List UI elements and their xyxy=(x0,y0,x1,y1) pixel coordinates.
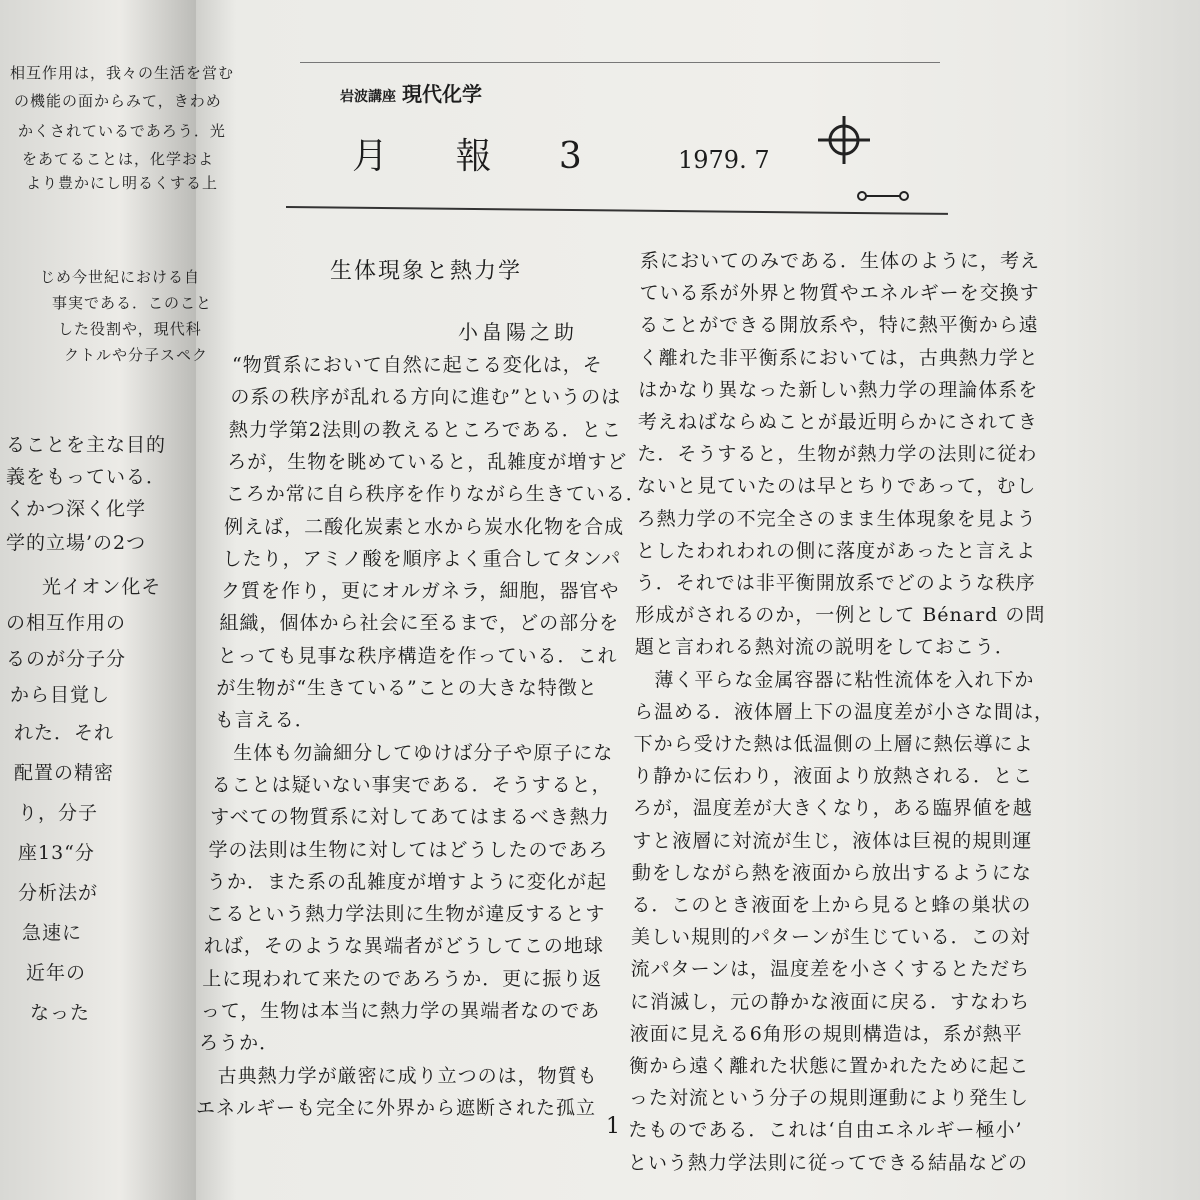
publisher-logo-icon xyxy=(812,110,912,210)
text-line: はかなり異なった新しい熱力学の理論体系を xyxy=(638,378,1039,401)
text-line: 下から受けた熱は低温側の上層に熱伝導によ xyxy=(633,733,1034,755)
text-line: も言える． xyxy=(214,709,315,732)
text-line: ろ熱力学の不完全さのまま生体現象を見よう xyxy=(636,507,1037,530)
text-line: ク質を作り，更にオルガネラ，細胞，器官や xyxy=(221,580,620,603)
left-page-line: じめ今世紀における自 xyxy=(40,268,201,286)
series-label: 岩波講座 xyxy=(340,89,396,105)
left-page-line: をあてることは，化学およ xyxy=(22,150,215,168)
text-line: ろが，生物を眺めていると，乱雑度が増すど xyxy=(227,450,628,473)
text-line: ろが，温度差が大きくなり，ある臨界値を越 xyxy=(632,797,1033,820)
left-page-line: 学的立場’の2つ xyxy=(6,532,147,554)
text-line: 考えねばならぬことが最近明らかにされてき xyxy=(637,411,1038,433)
text-line: としたわれわれの側に落度があったと言えよ xyxy=(636,539,1036,562)
text-line: 例えば，二酸化炭素と水から炭水化物を合成 xyxy=(224,515,625,538)
text-line: ころか常に自ら秩序を作りながら生きている． xyxy=(225,483,646,506)
text-line: こるという熱力学法則に生物が違反するとす xyxy=(205,903,606,926)
text-line: 流パターンは，温度差を小さくするとただち xyxy=(630,958,1031,981)
text-line: ることは疑いない事実である．そうすると， xyxy=(211,773,612,796)
text-line: った対流という分子の規則運動により発生し xyxy=(628,1087,1029,1110)
text-line: た．そうすると，生物が熱力学の法則に従わ xyxy=(637,443,1038,466)
text-line: ないと見ていたのは早とちりであって，むし xyxy=(637,475,1037,498)
left-page-line: クトルや分子スペク xyxy=(64,346,209,364)
text-line: ている系が外界と物質やエネルギーを交換す xyxy=(639,282,1040,305)
text-line: に消滅し，元の静かな液面に戻る．すなわち xyxy=(630,990,1031,1013)
text-line: って，生物は本当に熱力学の異端者なのであ xyxy=(200,1000,601,1022)
left-page-line: 事実である．このこと xyxy=(52,294,213,312)
text-line: る．このとき液面を上から見ると蜂の巣状の xyxy=(631,894,1032,916)
left-page-line: から目覚し xyxy=(10,684,111,706)
left-page-line: 分析法が xyxy=(18,882,99,904)
text-line: 題と言われる熱対流の説明をしておこう． xyxy=(634,636,1015,659)
article-author: 小畠陽之助 xyxy=(458,320,578,344)
series-name: 現代化学 xyxy=(402,82,482,106)
text-line: 薄く平らな金属容器に粘性流体を入れ下か xyxy=(634,668,1035,691)
text-line: 形成がされるのか，一例として Bénard の問 xyxy=(635,604,1046,627)
text-line: エネルギーも完全に外界から遮断された孤立 xyxy=(196,1096,597,1119)
series-title xyxy=(340,78,482,107)
left-page-line: るのが分子分 xyxy=(6,648,127,670)
text-line: 組織，個体から社会に至るまで，どの部分を xyxy=(219,612,620,635)
left-page-line: 急速に xyxy=(22,922,83,944)
text-line: 動をしながら熱を液面から放出するようにな xyxy=(631,861,1032,884)
left-page-line: 光イオン化そ xyxy=(42,576,162,598)
text-line: ら温める．液体層上下の温度差が小さな間は， xyxy=(634,700,1055,723)
left-page-line: 近年の xyxy=(26,962,87,984)
issue-date: 1979. 7 xyxy=(678,146,770,174)
page-number: 1 xyxy=(606,1114,620,1139)
text-line: とっても見事な秩序構造を作っている．これ xyxy=(217,644,618,667)
monthly-number: 月 報 3 xyxy=(352,136,610,177)
left-page-line: かくされているであろう．光 xyxy=(18,122,226,140)
text-line: 上に現われて来たのであろうか．更に振り返 xyxy=(202,967,603,990)
text-line: 熱力学第2法則の教えるところである．とこ xyxy=(228,418,622,441)
text-line: ることができる開放系や，特に熱平衡から遠 xyxy=(639,314,1039,337)
text-line: 系においてのみである．生体のように，考え xyxy=(640,250,1041,272)
left-page-line: 相互作用は，我々の生活を営む xyxy=(10,64,235,82)
left-page-line: 義をもっている． xyxy=(6,466,167,488)
article-title: 生体現象と熱力学 xyxy=(330,259,523,284)
text-line: 美しい規則的パターンが生じている．この対 xyxy=(631,926,1031,949)
text-line: 生体も勿論細分してゆけば分子や原子にな xyxy=(213,741,614,764)
text-line: 学の法則は生物に対してはどうしたのであろ xyxy=(208,838,609,861)
text-line: したり，アミノ酸を順序よく重合してタンパ xyxy=(222,547,622,570)
top-rule xyxy=(300,62,940,63)
text-line: “物質系において自然に起こる変化は，そ xyxy=(232,354,603,376)
text-line: く離れた非平衡系においては，古典熱力学と xyxy=(638,346,1039,369)
text-line: れば，そのような異端者がどうしてこの地球 xyxy=(203,935,604,958)
text-line: すべての物質系に対してあてはまるべき熱力 xyxy=(210,806,610,829)
text-line: たものである．これは‘自由エネルギー極小’ xyxy=(628,1119,1023,1142)
text-line: り静かに伝わり，液面より放熱される．とこ xyxy=(633,765,1034,788)
text-line: 液面に見える6角形の規則構造は，系が熱平 xyxy=(629,1022,1023,1045)
left-page-line: くかつ深く化学 xyxy=(6,498,147,520)
left-page-line: の相互作用の xyxy=(6,612,127,634)
left-page-line: ることを主な目的 xyxy=(6,434,167,456)
text-line: うか．また系の乱雑度が増すように変化が起 xyxy=(206,870,607,893)
text-line: ろうか． xyxy=(199,1032,280,1055)
left-page-line: 配置の精密 xyxy=(14,762,115,784)
text-line: すと液層に対流が生じ，液体は巨視的規則運 xyxy=(632,829,1033,852)
left-page-line: り，分子 xyxy=(18,802,99,824)
text-line: という熱力学法則に従ってできる結晶などの xyxy=(628,1151,1029,1174)
text-line: が生物が“生きている”ことの大きな特徴と xyxy=(216,677,598,699)
left-page-line: より豊かにし明るくする上 xyxy=(26,174,219,192)
left-page-line: れた．それ xyxy=(14,722,115,744)
text-line: 衡から遠く離れた状態に置かれたために起こ xyxy=(629,1055,1030,1077)
left-page-line: なった xyxy=(30,1002,91,1024)
left-page-line: 座13“分 xyxy=(18,842,95,864)
text-line: う．それでは非平衡開放系でどのような秩序 xyxy=(635,572,1036,594)
left-page-line: した役割や，現代科 xyxy=(58,320,202,338)
left-page-line: の機能の面からみて，きわめ xyxy=(14,92,222,110)
text-line: の系の秩序が乱れる方向に進む”というのは xyxy=(230,386,622,409)
text-line: 古典熱力学が厳密に成り立つのは，物質も xyxy=(197,1064,598,1087)
